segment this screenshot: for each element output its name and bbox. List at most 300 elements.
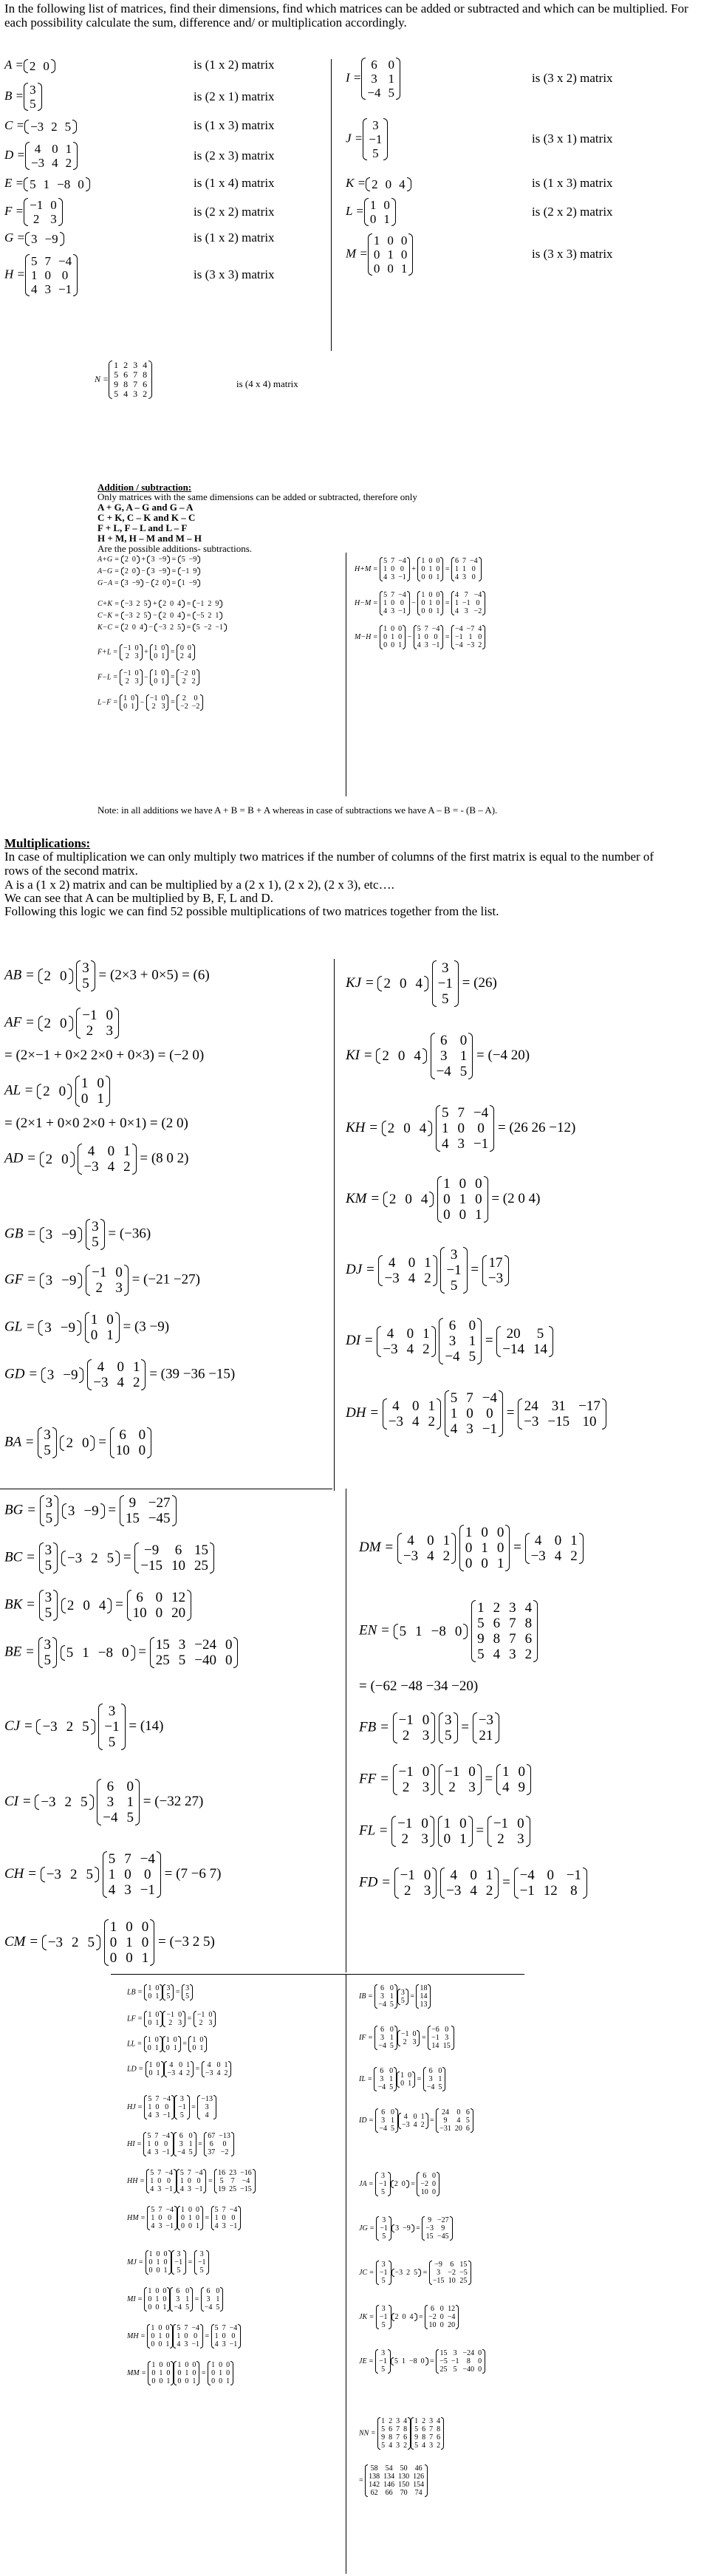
matrix-cell: 3 xyxy=(179,2140,183,2148)
matrix-cell: 0 xyxy=(388,58,394,72)
matrix-cell: 5 xyxy=(459,1064,468,1079)
matrix-cell: 0 xyxy=(400,233,408,247)
matrix-cell: 2 xyxy=(44,968,52,984)
matrix-cell: 10 xyxy=(171,1558,186,1574)
matrix-cell: 5 xyxy=(441,1105,449,1121)
equation: EN = 5 1 −8 0 1 2 3 4 5 6 7 8 9 8 7 6 5 4 3 2 xyxy=(359,1600,538,1662)
matrix-cell: −1 xyxy=(473,1136,489,1152)
matrix-cell: −4 xyxy=(177,2148,185,2156)
matrix xyxy=(376,1048,427,1064)
matrix-cell: −4 xyxy=(367,86,381,100)
matrix-cell: 1 xyxy=(151,2324,155,2332)
matrix-cell: 3 xyxy=(391,607,395,615)
matrix-cell: 4 xyxy=(411,1413,420,1429)
matrix-cell: 0 xyxy=(155,2103,160,2111)
matrix-cell: −3 xyxy=(478,1712,493,1728)
matrix xyxy=(473,1712,499,1743)
matrix-cell: 0 xyxy=(78,177,84,191)
matrix-cell: −9 xyxy=(83,1503,99,1519)
matrix-cell: 0 xyxy=(151,2377,156,2385)
matrix xyxy=(440,1868,499,1899)
matrix-cell: 0 xyxy=(406,1325,414,1342)
equation: MI = 1 0 0 0 1 0 0 0 1 6 0 3 1 −4 5 = 6 0 3 1 −4 5 xyxy=(127,2287,223,2312)
matrix-cell: 1 xyxy=(408,2079,412,2088)
matrix xyxy=(104,1919,155,1966)
matrix-cell: 2 xyxy=(43,1083,50,1099)
matrix-cell: 0 xyxy=(161,694,165,703)
matrix-cell: −4 xyxy=(398,591,406,599)
matrix-cell: 3 xyxy=(509,1647,516,1662)
equation: DJ = 4 0 1 −3 4 2 3 −1 5 = 17 −3 xyxy=(346,1247,509,1294)
matrix-cell: 1 xyxy=(465,1525,473,1540)
matrix-cell: 2 xyxy=(124,556,129,564)
matrix-cell: 0 xyxy=(383,198,390,212)
matrix-cell: 3 xyxy=(412,2037,417,2046)
matrix-cell: −3 xyxy=(47,1935,64,1950)
matrix-cell: 2 xyxy=(406,2269,411,2277)
matrix-cell: −3 xyxy=(388,1413,403,1429)
matrix-cell: 1 xyxy=(126,1794,134,1810)
matrix-cell: −9 xyxy=(144,1542,160,1558)
matrix xyxy=(445,1390,503,1437)
matrix-cell: 0 xyxy=(422,1764,430,1780)
matrix-cell: 5 xyxy=(381,2277,386,2285)
dimension-label: is (2 x 2) matrix xyxy=(532,205,613,219)
matrix-cell: 9 xyxy=(428,2216,432,2224)
dimension-label: is (3 x 3) matrix xyxy=(194,267,275,281)
matrix-cell: 4 xyxy=(117,1375,124,1390)
matrix-cell: 4 xyxy=(403,2417,408,2425)
matrix-cell: 1 xyxy=(211,2361,216,2369)
matrix-cell: 3 xyxy=(439,1048,448,1064)
matrix xyxy=(391,2269,422,2277)
matrix-cell: −1 xyxy=(191,2340,199,2348)
matrix xyxy=(208,2361,233,2385)
matrix-cell: 3 xyxy=(457,1136,465,1152)
matrix-cell: 1 xyxy=(188,2140,193,2148)
equation: KI = 2 0 4 6 0 3 1 −4 5 = (−4 20) xyxy=(346,1033,530,1079)
matrix-cell: −1 xyxy=(445,1764,460,1780)
matrix-cell: 5 xyxy=(399,1623,407,1639)
matrix-cell: 1 xyxy=(459,1192,467,1207)
equation: AF = 2 0 −1 0 2 3 xyxy=(4,1008,119,1039)
matrix-cell: 50 xyxy=(400,2464,408,2473)
matrix-cell: 2 xyxy=(125,652,129,660)
matrix xyxy=(397,1989,408,2005)
equation: G−A = 3 −9 − 2 0 = 1 −9 xyxy=(98,579,200,587)
matrix-cell: 4 xyxy=(470,1883,477,1899)
matrix xyxy=(436,1105,494,1152)
matrix-cell: 0 xyxy=(398,633,403,641)
matrix xyxy=(144,2287,170,2312)
matrix-cell: 4 xyxy=(169,2061,174,2069)
matrix-cell: 3 xyxy=(50,212,57,226)
matrix-cell: 4 xyxy=(205,2111,209,2119)
matrix-cell: −4 xyxy=(454,625,463,633)
matrix-cell: 7 xyxy=(429,2433,434,2442)
matrix-cell: 2 xyxy=(442,1548,451,1564)
matrix-cell: −9 xyxy=(61,1226,77,1243)
matrix-cell: 0 xyxy=(428,573,433,581)
matrix-cell: 1 xyxy=(179,2177,184,2185)
matrix-cell: −15 xyxy=(547,1413,570,1429)
matrix-cell: 2 xyxy=(125,677,129,686)
matrix-cell: 5 xyxy=(214,2206,219,2214)
matrix-cell: 4 xyxy=(399,177,406,191)
matrix-cell: 0 xyxy=(547,1868,555,1883)
matrix-cell: 0 xyxy=(156,2250,160,2258)
matrix-cell: 0 xyxy=(390,2108,394,2117)
matrix-cell: 3 xyxy=(44,282,51,296)
dimension-label: is (1 x 2) matrix xyxy=(194,58,275,72)
matrix-cell: 1 xyxy=(114,360,119,370)
matrix-cell: 6 xyxy=(380,1984,384,1992)
matrix-cell: 0 xyxy=(191,669,196,677)
matrix xyxy=(178,579,201,587)
matrix-cell: 1 xyxy=(106,1328,114,1343)
matrix-cell: 1 xyxy=(43,177,50,191)
equation: BA = 3 5 2 0 = 6 0 10 0 xyxy=(4,1427,151,1458)
matrix-cell: 5 xyxy=(150,2169,154,2177)
matrix-cell: 2 xyxy=(224,2069,228,2077)
matrix xyxy=(60,1435,95,1451)
dimension-label: is (1 x 4) matrix xyxy=(194,176,275,190)
matrix-cell: 4 xyxy=(454,607,459,615)
matrix-cell: −1 xyxy=(379,2180,387,2188)
matrix-cell: −9 xyxy=(61,1272,77,1288)
matrix-cell: 1 xyxy=(148,1984,152,1992)
matrix-cell: 5 xyxy=(381,2365,386,2374)
equation: BE = 3 5 5 1 −8 0 = 15 3 −24 0 25 5 −40 0 xyxy=(4,1637,238,1668)
matrix-cell: 1 xyxy=(155,2019,160,2027)
matrix-cell: 58 xyxy=(370,2464,378,2473)
matrix-cell: 2 xyxy=(154,579,159,588)
matrix-cell: 1 xyxy=(165,2036,170,2044)
matrix-cell: 1 xyxy=(454,599,459,607)
column-divider xyxy=(331,59,332,351)
matrix-cell: 0 xyxy=(465,1540,473,1556)
matrix-cell: 5 xyxy=(216,2303,220,2312)
matrix-cell: 4 xyxy=(187,652,191,660)
matrix-cell: 9 xyxy=(215,600,219,609)
matrix-cell: 4 xyxy=(34,142,41,156)
matrix-cell: −4 xyxy=(398,557,406,565)
matrix-cell: 5 xyxy=(44,1605,52,1621)
matrix-cell: 6 xyxy=(123,369,129,380)
definition-k: K = 2 0 4 xyxy=(346,176,411,191)
matrix-cell: 3 xyxy=(166,1984,171,1992)
matrix-cell: 0 xyxy=(436,557,440,565)
matrix xyxy=(162,2011,185,2027)
matrix-cell: 0 xyxy=(518,1764,525,1780)
matrix-cell: 4 xyxy=(389,2442,393,2450)
addition-title: Addition / subtraction: xyxy=(98,482,192,493)
equation: JG = 3 −1 5 3 −9 = 9 −27 −3 9 15 −45 xyxy=(359,2216,453,2241)
matrix-cell: 0 xyxy=(477,1121,485,1136)
matrix-cell: 1 xyxy=(214,2214,219,2222)
matrix xyxy=(194,2011,216,2027)
matrix-cell: 2 xyxy=(44,1015,52,1031)
matrix-cell: −1 xyxy=(493,1816,509,1831)
matrix-cell: 5 xyxy=(45,1511,53,1526)
matrix xyxy=(35,1794,93,1810)
matrix-cell: 3 xyxy=(106,1794,114,1810)
matrix-cell: 0 xyxy=(385,177,392,191)
matrix xyxy=(428,2026,454,2050)
matrix-cell: 0 xyxy=(148,2019,152,2027)
matrix xyxy=(24,83,42,111)
matrix-cell: 5 xyxy=(477,1647,485,1662)
matrix-cell: 1 xyxy=(388,72,394,86)
matrix-cell: 4 xyxy=(143,360,148,370)
matrix-cell: 2 xyxy=(86,1023,94,1039)
matrix-cell: 24 xyxy=(524,1398,538,1414)
matrix-cell: 2 xyxy=(493,1600,501,1616)
equation: A+G = 2 0 + 3 −9 = 5 −9 xyxy=(98,556,200,564)
matrix-cell: 6 xyxy=(465,2125,470,2133)
matrix-cell: 4 xyxy=(207,2061,211,2069)
matrix-cell: 1 xyxy=(436,573,440,581)
matrix-cell: 20 xyxy=(454,2125,462,2133)
matrix-cell: 6 xyxy=(422,2425,426,2433)
matrix-cell: 0 xyxy=(222,2332,226,2340)
equation: HI = 5 7 −4 1 0 0 4 3 −1 6 0 3 1 −4 5 = 67 −13 6 0 37 −2 xyxy=(127,2132,234,2156)
matrix-cell: 5 xyxy=(453,2365,457,2374)
matrix-cell: 6 xyxy=(380,2067,384,2075)
matrix-cell: 0 xyxy=(122,1644,129,1661)
matrix-cell: −3 xyxy=(124,600,133,609)
multiplication-title: Multiplications: xyxy=(4,836,91,850)
matrix xyxy=(147,556,170,564)
matrix-cell: 0 xyxy=(432,2180,437,2188)
matrix-cell: 4 xyxy=(216,2069,221,2077)
equation: HH = 5 7 −4 1 0 0 4 3 −1 5 7 −4 1 0 0 4 3 −1 = 16 23 −16 5 7 −4 19 25 −15 xyxy=(127,2169,256,2193)
matrix-cell: 0 xyxy=(180,2222,185,2230)
matrix-cell: 0 xyxy=(445,2026,449,2034)
matrix-cell: 4 xyxy=(386,1325,394,1342)
matrix-cell: −24 xyxy=(462,2349,475,2357)
matrix-cell: 3 xyxy=(44,1637,52,1653)
matrix-cell: 0 xyxy=(61,1151,69,1167)
definition-e: E = 5 1 −8 0 xyxy=(4,176,90,191)
matrix-cell: 2 xyxy=(168,2019,173,2027)
matrix-cell: 0 xyxy=(195,2214,199,2222)
matrix-cell: 0 xyxy=(422,1712,430,1728)
matrix-cell: −3 xyxy=(446,1883,462,1899)
equation: CJ = −3 2 5 3 −1 5 = (14) xyxy=(4,1704,164,1750)
matrix xyxy=(146,2169,177,2193)
matrix-cell: 3 xyxy=(185,1984,190,1992)
matrix xyxy=(391,2313,417,2321)
matrix-cell: 4 xyxy=(408,1270,416,1286)
matrix-cell: 0 xyxy=(421,565,425,573)
matrix-cell: 2 xyxy=(404,1883,411,1899)
matrix-cell: −1 xyxy=(162,2111,171,2119)
matrix-cell: 1 xyxy=(177,2332,181,2340)
matrix-cell: 1 xyxy=(387,247,394,262)
matrix-cell: −1 xyxy=(229,2222,238,2230)
matrix-cell: 0 xyxy=(170,600,174,609)
matrix-cell: −4 xyxy=(436,1064,451,1079)
matrix-cell: 4 xyxy=(383,607,388,615)
matrix-cell: 3 xyxy=(372,118,379,132)
matrix-cell: 1 xyxy=(108,1867,116,1882)
matrix-cell: 0 xyxy=(109,1935,117,1950)
matrix-cell: 0 xyxy=(211,2369,216,2377)
matrix-cell: 2 xyxy=(424,1270,431,1286)
matrix-cell: 10 xyxy=(448,2277,456,2285)
equation: LL = 1 0 0 1 1 0 0 1 = 1 0 0 1 xyxy=(127,2036,207,2052)
matrix-cell: 3 xyxy=(380,2172,385,2180)
matrix xyxy=(38,968,73,984)
matrix xyxy=(177,2206,203,2230)
matrix-cell: 3 xyxy=(428,2075,433,2083)
matrix-cell: 4 xyxy=(179,2069,183,2077)
matrix xyxy=(174,2132,196,2156)
matrix-cell: 0 xyxy=(421,1816,428,1831)
matrix-cell: 1 xyxy=(154,669,158,677)
matrix-cell: 0 xyxy=(459,1176,467,1192)
matrix-cell: 1 xyxy=(570,1532,578,1548)
matrix-cell: 1 xyxy=(148,2287,152,2295)
matrix-cell: 0 xyxy=(369,212,377,226)
matrix-cell: 1 xyxy=(443,1816,451,1831)
matrix-cell: 6 xyxy=(450,2261,454,2269)
matrix-cell: 2 xyxy=(162,600,167,609)
matrix-cell: 37 xyxy=(208,2148,216,2156)
matrix-cell: 0 xyxy=(400,565,404,573)
matrix xyxy=(451,557,482,581)
matrix-cell: 1 xyxy=(450,1406,458,1421)
multiplication-line: We can see that A can be multiplied by B, F, L and D. xyxy=(4,891,273,905)
matrix xyxy=(76,960,95,991)
matrix-cell: 3 xyxy=(424,641,428,649)
matrix-cell: 5 xyxy=(106,1550,114,1566)
matrix-cell: 4 xyxy=(388,1254,396,1271)
matrix xyxy=(24,59,55,73)
matrix-cell: −5 xyxy=(459,2269,468,2277)
matrix-cell: 1 xyxy=(398,641,403,649)
matrix-cell: 0 xyxy=(211,2377,216,2385)
matrix-cell: −4 xyxy=(58,254,72,268)
equation: A−G = 2 0 − 3 −9 = −1 9 xyxy=(98,567,200,575)
matrix-cell: −13 xyxy=(219,2132,230,2140)
matrix-cell: 1 xyxy=(424,1254,431,1271)
matrix-cell: 0 xyxy=(161,669,165,677)
matrix-cell: 0 xyxy=(52,142,58,156)
matrix-cell: 4 xyxy=(534,1532,542,1548)
matrix-cell: 0 xyxy=(428,591,433,599)
matrix-cell: 7 xyxy=(230,2177,235,2185)
equation: FL = −1 0 2 3 1 0 0 1 = −1 0 2 3 xyxy=(359,1816,530,1847)
matrix-cell: −9 xyxy=(60,1319,75,1336)
matrix-cell: 5 xyxy=(450,1278,458,1294)
matrix-cell: −1 xyxy=(165,2185,173,2193)
matrix-cell: 4 xyxy=(450,1421,458,1437)
matrix-cell: 7 xyxy=(222,2324,226,2332)
matrix-cell: 5 xyxy=(64,119,72,134)
equation: C+K = −3 2 5 + 2 0 4 = −1 2 9 xyxy=(98,600,222,608)
matrix-cell: 4 xyxy=(427,1548,434,1564)
matrix-cell: 1 xyxy=(165,2340,170,2348)
matrix-cell: −16 xyxy=(240,2169,252,2177)
matrix-cell: 5 xyxy=(114,369,119,380)
matrix-cell: 8 xyxy=(389,2433,393,2442)
matrix-cell: 1 xyxy=(123,1144,131,1159)
matrix-cell: 5 xyxy=(400,1996,405,2005)
matrix-cell: 0 xyxy=(192,2361,196,2369)
matrix-cell: −15 xyxy=(140,1558,163,1574)
matrix-cell: 3 xyxy=(184,2340,188,2348)
matrix-cell: 5 xyxy=(468,1349,476,1364)
definition-m: M = 1 0 0 0 1 0 0 0 1 xyxy=(346,233,413,276)
matrix-cell: 0 xyxy=(391,565,395,573)
matrix-cell: 0 xyxy=(192,2044,196,2052)
matrix-cell: 7 xyxy=(464,591,468,599)
matrix-cell: 0 xyxy=(163,2258,168,2266)
matrix-cell: 67 xyxy=(208,2132,216,2140)
matrix-cell: 2 xyxy=(123,1159,131,1175)
matrix-cell: 5 xyxy=(87,1935,95,1950)
matrix-cell: 3 xyxy=(124,579,129,588)
matrix-cell: 1 xyxy=(109,1919,117,1935)
matrix xyxy=(146,694,169,711)
matrix-cell: 3 xyxy=(133,360,138,370)
matrix-cell: 2 xyxy=(402,1728,410,1743)
matrix-cell: 3 xyxy=(396,2417,400,2425)
matrix-cell: 1 xyxy=(97,1091,104,1107)
matrix-cell: −4 xyxy=(377,2083,386,2091)
matrix-cell: 3 xyxy=(371,72,377,86)
equation: NN = 1 2 3 4 5 6 7 8 9 8 7 6 5 4 3 2 1 2 3 4 5 6 7 8 9 8 7 6 5 4 3 2 xyxy=(359,2417,444,2450)
matrix-cell: 21 xyxy=(479,1728,493,1743)
matrix-cell: 2 xyxy=(401,1831,409,1847)
matrix xyxy=(436,2349,485,2374)
matrix-cell: 5 xyxy=(414,2442,419,2450)
matrix-cell: −1 xyxy=(519,1883,535,1899)
matrix-cell: 0 xyxy=(147,2044,151,2052)
matrix-cell: −9 xyxy=(44,231,58,246)
matrix-cell: 7 xyxy=(391,591,395,599)
matrix xyxy=(103,1851,161,1898)
matrix-cell: 3 xyxy=(450,1247,458,1263)
mult-divider-top xyxy=(334,959,335,1491)
dimension-label: is (1 x 3) matrix xyxy=(532,176,613,190)
equation: MM = 1 0 0 0 1 0 0 0 1 1 0 0 0 1 0 0 0 1 = 1 0 0 0 1 0 0 0 1 xyxy=(127,2361,233,2385)
matrix xyxy=(375,2172,391,2196)
matrix-cell: −1 xyxy=(196,600,205,609)
matrix-cell: −2 xyxy=(220,2148,229,2156)
matrix xyxy=(87,1359,146,1390)
matrix-cell: 0 xyxy=(123,703,128,711)
matrix-cell: 1 xyxy=(496,1556,504,1571)
matrix-cell: −1 xyxy=(451,2357,459,2365)
matrix xyxy=(377,1326,435,1357)
matrix-cell: −2 xyxy=(203,623,212,632)
matrix-cell: 5 xyxy=(179,2169,184,2177)
matrix-cell: 0 xyxy=(106,1312,114,1328)
matrix-cell: −1 xyxy=(166,2011,175,2019)
matrix xyxy=(134,1542,214,1574)
matrix-cell: 0 xyxy=(166,2361,171,2369)
matrix-cell: 19 xyxy=(218,2185,226,2193)
addition-line: H + M, H – M and M – H xyxy=(98,533,202,544)
matrix-cell: 0 xyxy=(436,591,440,599)
matrix-cell: −45 xyxy=(148,1511,171,1526)
matrix-cell: 6 xyxy=(403,2433,408,2442)
matrix-cell: −3 xyxy=(66,1550,83,1566)
equation: KM = 2 0 4 1 0 0 0 1 0 0 0 1 = (2 0 4) xyxy=(346,1176,541,1223)
